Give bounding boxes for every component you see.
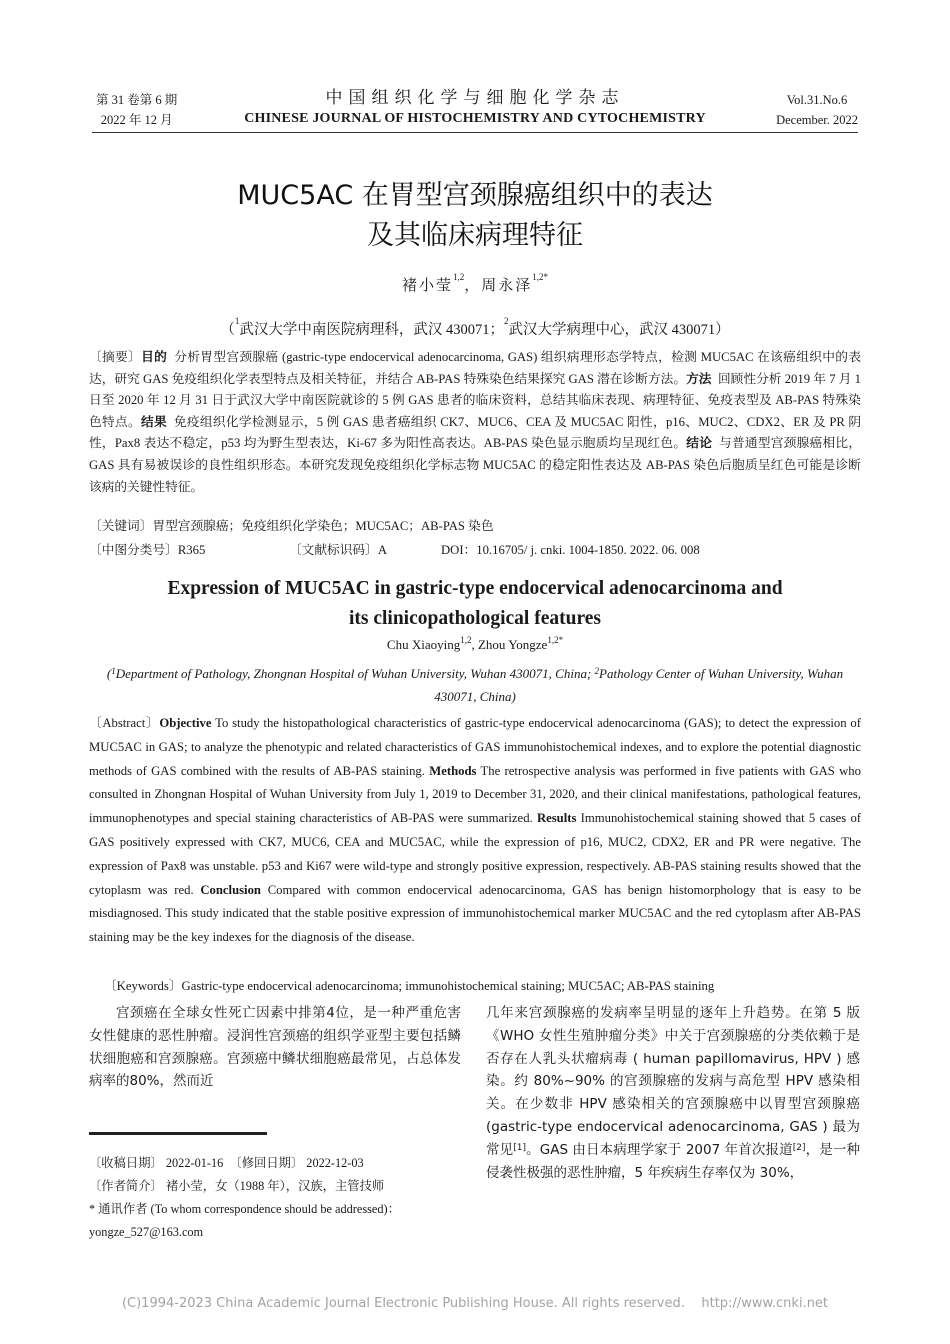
keywords-text: 胃型宫颈腺癌；免疫组织化学染色；MUC5AC；AB-PAS 染色	[152, 519, 494, 533]
revised-label: 〔修回日期〕	[229, 1156, 304, 1170]
clc-value: R365	[177, 543, 206, 557]
article-title-line1: MUC5AC 在胃型宫颈腺癌组织中的表达	[237, 180, 713, 211]
author-separator: ,	[471, 637, 478, 652]
abstract-label-en: 〔Abstract〕	[89, 716, 160, 730]
footnotes	[89, 1152, 461, 1244]
keywords-label-en: 〔Keywords〕	[104, 979, 182, 993]
article-title-en-line1: Expression of MUC5AC in gastric-type endocervical adenocarcinoma and	[167, 578, 783, 599]
affiliation-open: (	[106, 666, 112, 681]
article-title	[95, 176, 855, 256]
affiliation-sup: 2	[594, 666, 600, 676]
journal-name	[200, 86, 750, 128]
affiliation-2: 武汉大学病理中心，武汉 430071）	[508, 322, 730, 338]
body-text: ，是一种侵袭性极强的恶性肿瘤，5 年疾病生存率仅为 30%，	[486, 1141, 860, 1181]
methods-label-en: Methods	[429, 763, 477, 778]
affiliation-1: 武汉大学中南医院病理科，武汉 430071；	[239, 322, 504, 338]
conclusion-label-en: Conclusion	[200, 882, 261, 897]
affiliation-sup: 2	[504, 316, 509, 326]
body-column-right	[486, 1002, 860, 1184]
abstract-cn	[89, 347, 861, 498]
methods-text: 回顾性分析 2019 年 7 月 1 日至 2020 年 12 月 31 日于武汉大学中南医院就诊的 5 例 GAS 患者的临床资料，总结其临床表现、病理特征、免疫表型及 AB-PAS 特殊染色特点。	[89, 371, 862, 429]
footnote-divider	[89, 1132, 267, 1135]
footnote-author	[89, 1175, 461, 1198]
keywords-cn	[89, 516, 494, 536]
abstract-en	[89, 712, 861, 950]
body-column-left	[89, 1002, 461, 1093]
body-text: 。GAS 由日本病理学家于 2007 年首次报道	[526, 1141, 793, 1158]
issue-volume: 第 31 卷第 6 期	[96, 93, 178, 107]
author-name-en: Zhou Yongze	[477, 637, 548, 652]
correspondence-email[interactable]: yongze_527@163.com	[89, 1225, 204, 1239]
objective-label-en: Objective	[159, 716, 212, 730]
keywords-text-en: Gastric-type endocervical adenocarcinoma; immunohistochemical staining; MUC5AC; AB-PAS staining	[181, 979, 715, 993]
results-label: 结果	[140, 414, 167, 429]
author-list-en	[0, 637, 950, 653]
classification-line	[89, 540, 869, 560]
objective-text-en: To study the histopathological characteristics of gastric-type endocervical adenocarcinoma (GAS); to detect the expression of MUC5AC in GAS; to analyze the phenotypic and related characteristics of GAS immunohistochemical indexes, and to explore the potential diagnostic methods of GAS combined with the results of AB-PAS staining.	[89, 716, 862, 778]
methods-text-en: The retrospective analysis was performed in five patients with GAS who consulted in Zhongnan Hospital of Wuhan University from July 1, 2019 to December 31, 2020, and their clinical manifestations, pathological features, immunophenotypes and special staining characteristics of AB-PAS were summarized.	[89, 763, 861, 826]
affiliation	[0, 318, 950, 339]
issue-info-en	[776, 90, 858, 130]
author-affil-sup: 1,2*	[547, 635, 564, 645]
affiliation-sup: 1	[234, 316, 240, 326]
doi: DOI：10.16705/ j. cnki. 1004-1850. 2022. 06. 008	[441, 543, 700, 557]
objective-label: 目的	[141, 350, 168, 364]
affiliation-en-2: Pathology Center of Wuhan University, Wuhan 430071, China)	[434, 666, 844, 704]
author-affil-sup: 1,2	[452, 272, 465, 282]
author-affil-sup: 1,2*	[532, 272, 549, 282]
abstract-label: 〔摘要〕	[89, 350, 142, 364]
issue-info	[96, 90, 177, 130]
objective-text: 分析胃型宫颈腺癌 (gastric-type endocervical adenocarcinoma, GAS) 组织病理形态学特点，检测 MUC5AC 在该癌组织中的表达，研究 GAS 免疫组织化学表型特点及相关特征，并结合 AB-PAS 特殊染色结果探究 GAS 潜在诊断方法。	[89, 350, 862, 386]
results-label-en: Results	[536, 811, 577, 826]
results-text: 免疫组织化学检测显示，5 例 GAS 患者癌组织 CK7、MUC6、CEA 及 MUC5AC 阳性，p16、MUC2、CDX2、ER 及 PR 阴性，Pax8 表达不稳定，p53 均为野生型表达，Ki-67 多为阳性高表达。AB-PAS 染色显示胞质均呈现红色。	[89, 414, 862, 451]
issue-date-en: December. 2022	[776, 113, 858, 127]
footnote-dates	[89, 1152, 461, 1175]
citation-ref[interactable]: [1]	[513, 1142, 526, 1153]
footnote-correspondence: * 通讯作者 (To whom correspondence should be addressed)：	[89, 1202, 400, 1216]
affiliation-en	[92, 662, 858, 708]
author-name: 周永泽	[481, 278, 533, 294]
citation-ref[interactable]: [2]	[792, 1142, 806, 1153]
issue-date: 2022 年 12 月	[100, 113, 173, 127]
article-title-line2: 及其临床病理特征	[367, 220, 583, 251]
journal-name-cn: 中国组织化学与细胞化学杂志	[325, 88, 625, 107]
received-date: 2022-01-16	[165, 1156, 224, 1170]
journal-name-en: CHINESE JOURNAL OF HISTOCHEMISTRY AND CYTOCHEMISTRY	[244, 111, 706, 126]
doc-code-label: 〔文献标识码〕	[289, 543, 378, 557]
conclusion-text: 与普通型宫颈腺癌相比，GAS 具有易被误诊的良性组织形态。本研究发现免疫组织化学标志物 MUC5AC 的稳定阳性表达及 AB-PAS 染色后胞质呈红色可能是诊断该病的关键性特征。	[89, 436, 862, 494]
author-affil-sup: 1,2	[460, 635, 472, 645]
body-text: 几年来宫颈腺癌的发病率呈明显的逐年上升趋势。在第 5 版《WHO 女性生殖肿瘤分类》中关于宫颈腺癌的分类依赖于是否存在人乳头状瘤病毒 ( human papillomavirus, HPV ) 感染。约 80%~90% 的宫颈腺癌的发病与高危型 HPV 感染相关。在少数非 HPV 感染相关的宫颈腺癌中以胃型宫颈腺癌 (gastric-type endocervical adenocarcinoma, GAS ) 最为常见	[486, 1005, 860, 1158]
conclusion-label: 结论	[686, 436, 713, 451]
clc-number	[89, 540, 289, 560]
issue-volume-en: Vol.31.No.6	[786, 93, 848, 107]
conclusion-text-en: Compared with common endocervical adenocarcinoma, GAS has benign histomorphology that is easy to be misdiagnosed. This study indicated that the stable positive expression of immunohistochemical marker MUC5AC and the red cytoplasm after AB-PAS staining may be the key indexes for the diagnosis of the disease.	[89, 882, 862, 945]
results-text-en: Immunohistochemical staining showed that 5 cases of GAS positively expressed with CK7, MUC6, CEA and MUC5AC, while the expression of p16, MUC2, CDX2, ER and PR were negative. The expression of Pax8 was unstable. p53 and Ki67 were wild-type and strongly positive expression, respectively. AB-PAS staining results showed that the cytoplasm was red.	[89, 811, 862, 897]
author-info-label: 〔作者简介〕	[89, 1179, 163, 1193]
keywords-en	[104, 976, 861, 996]
author-list	[0, 274, 950, 295]
copyright-footer: (C)1994-2023 China Academic Journal Electronic Publishing House. All rights reserved. http://www.cnki.net	[121, 1296, 829, 1311]
methods-label: 方法	[686, 371, 712, 386]
author-name: 褚小莹	[401, 278, 453, 294]
author-info: 褚小莹，女（1988 年），汉族，主管技师	[165, 1179, 385, 1193]
header-divider	[92, 132, 858, 133]
affiliation-en-1: Department of Pathology, Zhongnan Hospital of Wuhan University, Wuhan 430071, China;	[115, 666, 595, 681]
body-paragraph: 宫颈癌在全球女性死亡因素中排第4位，是一种严重危害女性健康的恶性肿瘤。浸润性宫颈癌的组织学亚型主要包括鳞状细胞癌和宫颈腺癌。宫颈癌中鳞状细胞癌最常见，占总体发病率的80%，然而近	[89, 1005, 461, 1090]
article-title-en-line2: its clinicopathological features	[348, 608, 602, 629]
author-name-en: Chu Xiaoying	[386, 637, 461, 652]
received-label: 〔收稿日期〕	[89, 1156, 163, 1170]
keywords-label: 〔关键词〕	[89, 519, 153, 533]
revised-date: 2022-12-03	[306, 1156, 364, 1170]
doc-code-value: A	[377, 543, 387, 557]
article-title-en	[90, 574, 860, 634]
author-separator: ，	[464, 278, 482, 294]
affiliation-sup: 1	[111, 666, 116, 676]
affiliation-open: （	[220, 322, 235, 338]
clc-label: 〔中图分类号〕	[89, 543, 178, 557]
document-code	[289, 540, 441, 560]
